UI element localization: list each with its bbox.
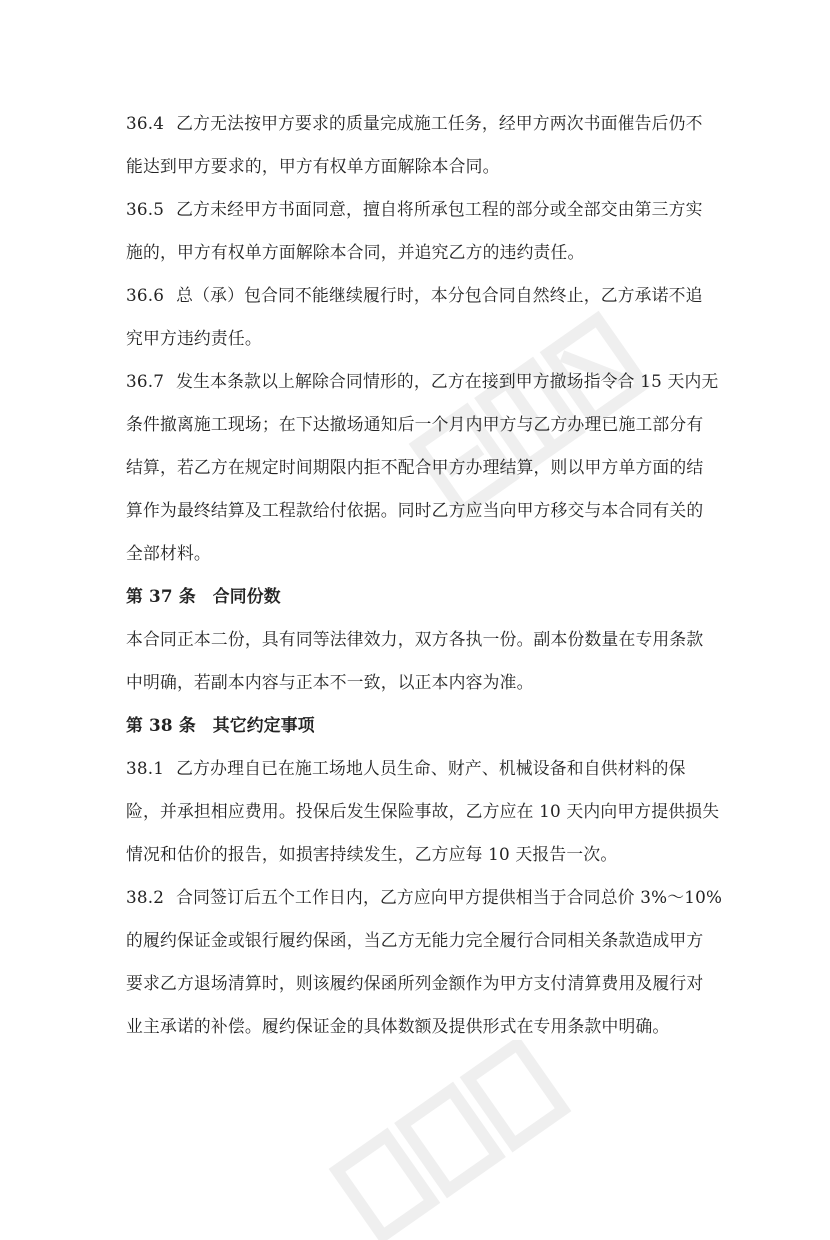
section-36-7 [126,360,719,575]
text-line: 算作为最终结算及工程款给付依据。同时乙方应当向甲方移交与本合同有关的 [126,500,704,520]
text-line: 36.4 乙方无法按甲方要求的质量完成施工任务，经甲方两次书面催告后仍不 [126,102,706,145]
text-line: 36.6 总（承）包合同不能继续履行时，本分包合同自然终止，乙方承诺不追 [126,274,706,317]
text-line: 施的，甲方有权单方面解除本合同，并追究乙方的违约责任。 [126,242,585,262]
article-38 [126,704,723,1048]
text-line: 险，并承担相应费用。投保后发生保险事故，乙方应在 10 天内向甲方提供损失 [126,801,720,821]
section-36-6 [126,274,706,360]
text-line: 38.2 合同签订后五个工作日内，乙方应向甲方提供相当于合同总价 3%～10% [126,876,706,919]
section-number: 36.6 [126,285,165,305]
text-line: 究甲方违约责任。 [126,328,262,348]
text-line: 36.5 乙方未经甲方书面同意，擅自将所承包工程的部分或全部交由第三方实 [126,188,706,231]
article-37 [126,575,706,704]
section-38-2 [126,876,723,1048]
section-36-5 [126,188,706,274]
text-line: 业主承诺的补偿。履约保证金的具体数额及提供形式在专用条款中明确。 [126,1016,670,1036]
text-line: 38.1 乙方办理自已在施工场地人员生命、财产、机械设备和自供材料的保 [126,747,706,790]
section-number: 36.7 [126,371,165,391]
text-line: 能达到甲方要求的，甲方有权单方面解除本合同。 [126,156,500,176]
text-line: 全部材料。 [126,543,211,563]
text-line: 本合同正本二份，具有同等法律效力，双方各执一份。副本份数量在专用条款 [126,629,704,649]
section-36-4 [126,102,706,188]
text-line: 情况和估价的报告，如损害持续发生，乙方应每 10 天报告一次。 [126,844,618,864]
section-38-1 [126,747,720,876]
section-number: 38.2 [126,887,165,907]
text-line: 中明确，若副本内容与正本不一致，以正本内容为准。 [126,672,534,692]
text-line: 要求乙方退场清算时，则该履约保函所列金额作为甲方支付清算费用及履行对 [126,973,704,993]
text-line: 条件撤离施工现场；在下达撤场通知后一个月内甲方与乙方办理已施工部分有 [126,414,704,434]
document-body [126,102,723,1048]
text-line: 的履约保证金或银行履约保函，当乙方无能力完全履行合同相关条款造成甲方 [126,930,704,950]
article-heading: 第 37 条 合同份数 [126,586,281,606]
text-line: 36.7 发生本条款以上解除合同情形的，乙方在接到甲方撤场指令合 15 天内无 [126,360,706,403]
watermark-icon [320,1040,580,1240]
section-number: 36.5 [126,199,165,219]
section-number: 36.4 [126,113,165,133]
article-heading: 第 38 条 其它约定事项 [126,715,315,735]
text-line: 结算，若乙方在规定时间期限内拒不配合甲方办理结算，则以甲方单方面的结 [126,457,704,477]
section-number: 38.1 [126,758,165,778]
